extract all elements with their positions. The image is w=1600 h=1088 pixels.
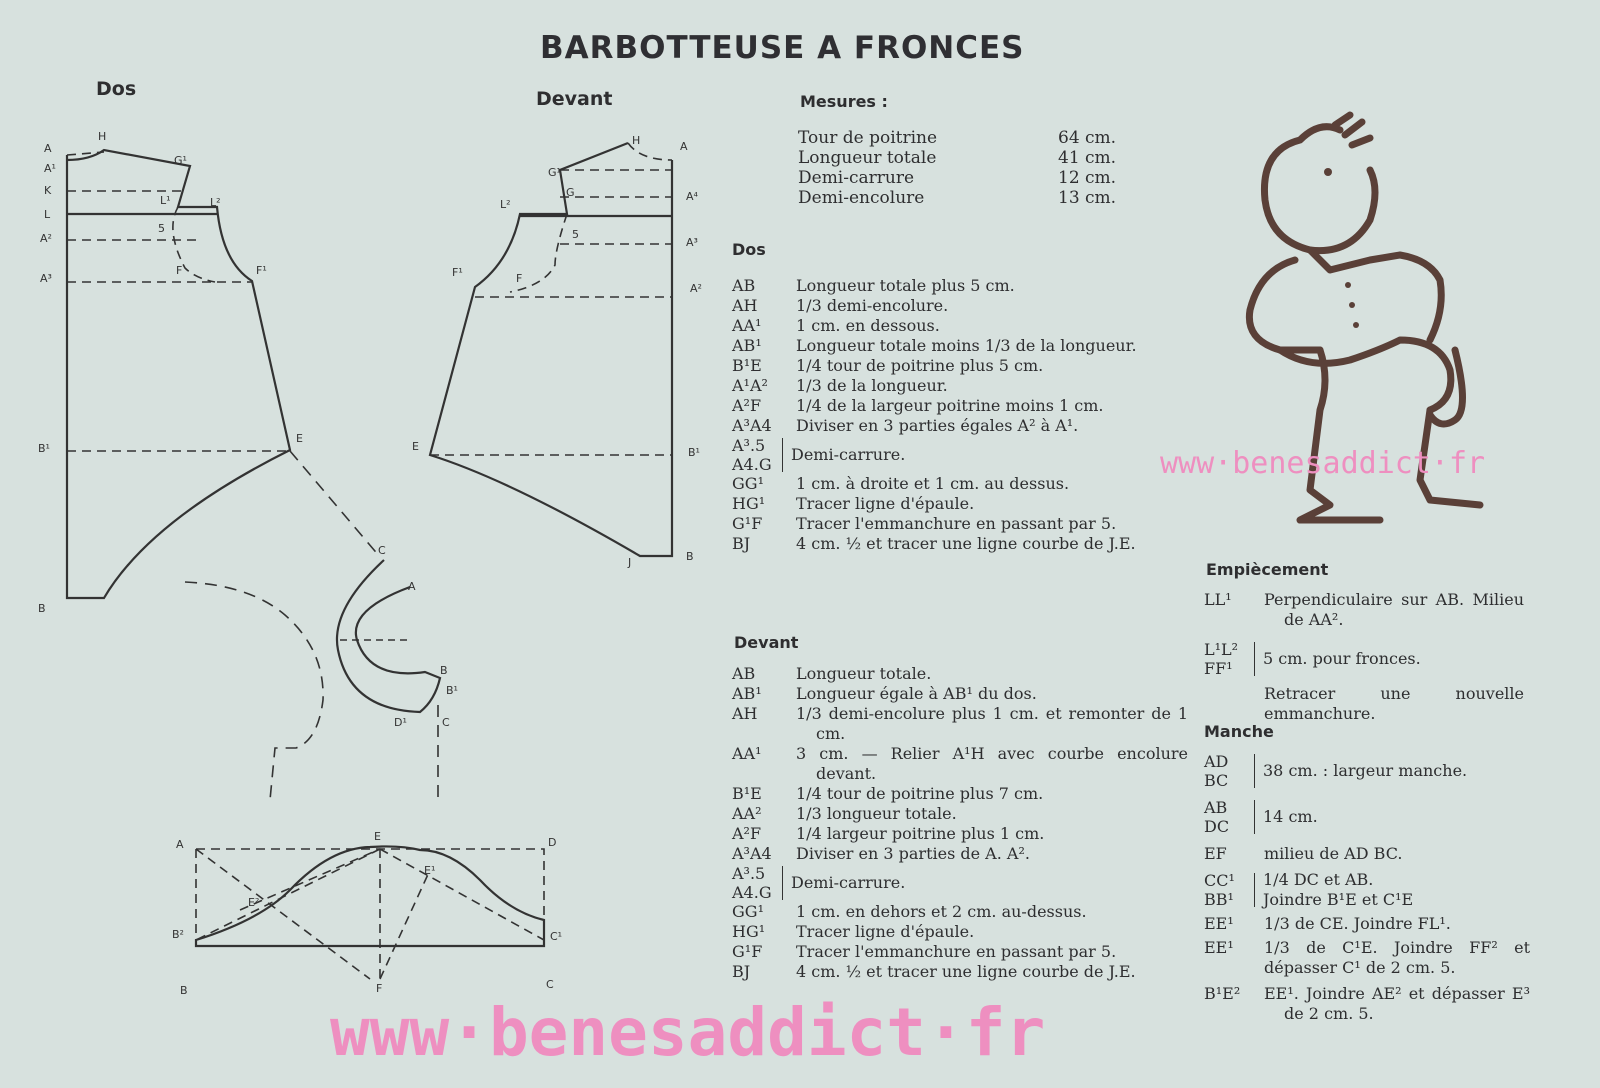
instruction-row <box>1204 844 1530 864</box>
instruction-code: AB <box>1204 798 1228 817</box>
instruction-text: 1/3 de C¹E. Joindre FF² et dépasser C¹ de 2 cm. 5. <box>1264 938 1530 977</box>
instruction-code: AA² <box>732 804 762 823</box>
manche-label-a: A <box>176 838 184 851</box>
instruction-row <box>732 396 1188 416</box>
instruction-group-codes <box>1204 752 1254 790</box>
instruction-row <box>1204 590 1524 630</box>
manche-heading: Manche <box>1204 722 1274 741</box>
brace-line <box>782 866 783 900</box>
brace-line <box>1254 642 1255 676</box>
instruction-text: Demi-carrure. <box>791 873 906 892</box>
instruction-code: AD <box>1204 752 1229 771</box>
instruction-text: 1 cm. en dessous. <box>796 316 940 335</box>
manche-label-c1: C¹ <box>550 930 563 943</box>
devant-label-a3: A³ <box>686 236 698 249</box>
collar-outline <box>337 560 440 712</box>
instruction-code: DC <box>1204 817 1230 836</box>
instruction-code: AA¹ <box>732 744 762 763</box>
mesures-heading: Mesures : <box>800 92 888 111</box>
instruction-code: A4.G <box>732 455 772 474</box>
mesure-value: 13 cm. <box>1058 188 1117 208</box>
instruction-row <box>732 922 1188 942</box>
devant-label-g: G <box>566 186 575 199</box>
manche-label-b2: B² <box>172 928 184 941</box>
instruction-row <box>1204 984 1530 1024</box>
instruction-row <box>732 902 1188 922</box>
instruction-code: GG¹ <box>732 902 764 921</box>
dos-label-b1: B¹ <box>38 442 50 455</box>
instruction-text: 1/3 demi-encolure. <box>796 296 949 315</box>
instruction-code: FF¹ <box>1204 659 1233 678</box>
instruction-group <box>1204 798 1530 836</box>
instruction-text: Perpendiculaire sur AB. Milieu de AA². <box>1264 590 1524 629</box>
devant-label-h: H <box>632 134 641 147</box>
devant-label-5: 5 <box>572 228 579 241</box>
mesure-label: Longueur totale <box>798 148 937 168</box>
mesure-value: 41 cm. <box>1058 148 1117 168</box>
instruction-row <box>1204 914 1530 934</box>
instruction-code: LL¹ <box>1204 590 1232 609</box>
dos-outline <box>67 150 290 598</box>
instruction-text: 3 cm. — Relier A¹H avec courbe encolure devant. <box>796 744 1188 783</box>
instruction-text: Longueur totale plus 5 cm. <box>796 276 1015 295</box>
manche-instructions <box>1204 752 1530 1024</box>
instruction-row <box>732 962 1188 982</box>
brace-line <box>782 438 783 472</box>
instruction-text: Diviser en 3 parties égales A² à A¹. <box>796 416 1079 435</box>
instruction-code: L¹L² <box>1204 640 1239 659</box>
devant-label-a2: A² <box>690 282 702 295</box>
instruction-text: 1/3 de CE. Joindre FL¹. <box>1264 914 1451 933</box>
instruction-group-codes <box>1204 640 1254 678</box>
devant-label-f: F <box>516 272 523 285</box>
collar-label-a: A <box>408 580 416 593</box>
instruction-row <box>732 704 1188 744</box>
instruction-text: Longueur totale moins 1/3 de la longueur. <box>796 336 1137 355</box>
instruction-text: 1/3 demi-encolure plus 1 cm. et remonter de 1 cm. <box>796 704 1188 743</box>
instruction-code: EF <box>1204 844 1227 863</box>
dos-label-a: A <box>44 142 52 155</box>
devant-label-e: E <box>412 440 419 453</box>
instruction-row <box>732 514 1188 534</box>
instruction-code: A³A4 <box>732 844 772 863</box>
empiecement-heading: Empiècement <box>1206 560 1329 579</box>
dos-label-5: 5 <box>158 222 165 235</box>
instruction-text: 1/4 de la largeur poitrine moins 1 cm. <box>796 396 1104 415</box>
instruction-text: 14 cm. <box>1263 807 1318 826</box>
dos-label-l1: L¹ <box>160 194 171 207</box>
manche-label-f: F <box>376 982 383 995</box>
instruction-code: AH <box>732 704 758 723</box>
manche-label-e2: E² <box>248 896 260 909</box>
instruction-code: A¹A² <box>732 376 768 395</box>
instruction-text-block <box>1263 870 1413 910</box>
collar-label-b: B <box>440 664 448 677</box>
dos-label-k: K <box>44 184 52 197</box>
instruction-text: Longueur totale. <box>796 664 932 683</box>
manche-label-c: C <box>546 978 554 991</box>
instruction-row <box>732 296 1188 316</box>
instruction-code: A³.5 <box>732 864 766 883</box>
instruction-code: A²F <box>732 824 762 843</box>
mesure-value: 64 cm. <box>1058 128 1117 148</box>
instruction-group-codes <box>1204 798 1254 836</box>
instruction-row <box>732 684 1188 704</box>
instruction-code: AA¹ <box>732 316 762 335</box>
instruction-code: BB¹ <box>1204 890 1234 909</box>
dos-label-h: H <box>98 130 107 143</box>
instruction-code: G¹F <box>732 514 763 533</box>
instruction-code: B¹E <box>732 784 762 803</box>
mesures-table <box>798 128 1116 208</box>
mesure-row <box>798 188 1116 208</box>
instruction-text: 1/4 tour de poitrine plus 7 cm. <box>796 784 1044 803</box>
devant-label-a: A <box>680 140 688 153</box>
dos-label-l: L <box>44 208 51 221</box>
instruction-text: Tracer ligne d'épaule. <box>796 494 975 513</box>
instruction-code: A4.G <box>732 883 772 902</box>
devant-piece-title: Devant <box>536 88 613 110</box>
instruction-code: GG¹ <box>732 474 764 493</box>
dos-label-f1: F¹ <box>256 264 267 277</box>
instruction-text: 1 cm. à droite et 1 cm. au dessus. <box>796 474 1070 493</box>
instruction-code: B¹E² <box>1204 984 1241 1003</box>
instruction-code: B¹E <box>732 356 762 375</box>
instruction-text: 1/3 de la longueur. <box>796 376 948 395</box>
instruction-text: 1/4 DC et AB. <box>1263 870 1374 889</box>
instruction-row <box>732 844 1188 864</box>
instruction-text: 1/4 tour de poitrine plus 5 cm. <box>796 356 1044 375</box>
dos-label-a2: A² <box>40 232 52 245</box>
instruction-code: AB <box>732 276 756 295</box>
instruction-text: Demi-carrure. <box>791 445 906 464</box>
instruction-text: Tracer ligne d'épaule. <box>796 922 975 941</box>
instruction-code: AB¹ <box>732 336 762 355</box>
dos-instructions <box>732 276 1188 554</box>
instruction-group-codes <box>732 436 782 474</box>
collar-label-b1: B¹ <box>446 684 458 697</box>
empiecement-instructions <box>1204 590 1524 724</box>
instruction-group-codes <box>1204 871 1254 909</box>
pattern-diagram <box>0 0 760 1000</box>
instruction-row <box>732 664 1188 684</box>
devant-label-g1: G¹ <box>548 166 561 179</box>
instruction-group <box>732 864 1188 902</box>
manche-label-b: B <box>180 984 188 997</box>
devant-label-j: J <box>628 556 632 569</box>
instruction-row <box>732 336 1188 356</box>
instruction-text: Joindre B¹E et C¹E <box>1263 890 1414 909</box>
mesure-value: 12 cm. <box>1058 168 1117 188</box>
instruction-code: BJ <box>732 962 751 981</box>
instruction-text: 38 cm. : largeur manche. <box>1263 761 1468 780</box>
manche-label-e: E <box>374 830 381 843</box>
instruction-row <box>732 534 1188 554</box>
mesure-row <box>798 148 1116 168</box>
instruction-row <box>732 824 1188 844</box>
page-title: BARBOTTEUSE A FRONCES <box>540 30 1025 66</box>
devant-label-b1: B¹ <box>688 446 700 459</box>
instruction-row <box>732 784 1188 804</box>
instruction-row <box>732 942 1188 962</box>
instruction-row <box>732 416 1188 436</box>
instruction-code: BC <box>1204 771 1229 790</box>
dos-label-f: F <box>176 264 183 277</box>
manche-label-d: D <box>548 836 557 849</box>
instruction-text: Retracer une nouvelle emmanchure. <box>1264 684 1524 723</box>
devant-heading: Devant <box>734 633 799 652</box>
instruction-text: milieu de AD BC. <box>1264 844 1403 863</box>
instruction-code: AH <box>732 296 758 315</box>
instruction-code: A³A4 <box>732 416 772 435</box>
mesure-row <box>798 128 1116 148</box>
collar-label-c: C <box>378 544 386 557</box>
instruction-text: EE¹. Joindre AE² et dépasser E³ de 2 cm. 5. <box>1264 984 1530 1023</box>
mesure-label: Demi-carrure <box>798 168 915 188</box>
mesure-row <box>798 168 1116 188</box>
watermark-large: www·benesaddict·fr <box>330 994 1046 1071</box>
instruction-code: A³.5 <box>732 436 766 455</box>
instruction-text: Tracer l'emmanchure en passant par 5. <box>796 514 1117 533</box>
instruction-row <box>732 356 1188 376</box>
collar-label-d1: D¹ <box>394 716 407 729</box>
instruction-group <box>1204 752 1530 790</box>
instruction-text: Longueur égale à AB¹ du dos. <box>796 684 1037 703</box>
watermark-small: www·benesaddict·fr <box>1160 446 1486 481</box>
devant-outline <box>430 143 672 556</box>
instruction-group <box>1204 870 1530 910</box>
dos-label-l2: L² <box>210 196 221 209</box>
instruction-row <box>732 744 1188 784</box>
brace-line <box>1254 873 1255 907</box>
instruction-code: AB <box>732 664 756 683</box>
dos-label-e: E <box>296 432 303 445</box>
instruction-text: 1/4 largeur poitrine plus 1 cm. <box>796 824 1045 843</box>
mesure-label: Tour de poitrine <box>798 128 938 148</box>
instruction-code: A²F <box>732 396 762 415</box>
instruction-row <box>732 276 1188 296</box>
instruction-text: Tracer l'emmanchure en passant par 5. <box>796 942 1117 961</box>
instruction-text: Diviser en 3 parties de A. A². <box>796 844 1030 863</box>
instruction-group <box>1204 640 1524 678</box>
instruction-text: 4 cm. ½ et tracer une ligne courbe de J.E. <box>796 962 1136 981</box>
collar-label-c2: C <box>442 716 450 729</box>
instruction-code: CC¹ <box>1204 871 1235 890</box>
instruction-row <box>732 494 1188 514</box>
instruction-row <box>732 474 1188 494</box>
instruction-group <box>732 436 1188 474</box>
instruction-group-codes <box>732 864 782 902</box>
devant-label-a4: A⁴ <box>686 190 698 203</box>
instruction-text: 1 cm. en dehors et 2 cm. au-dessus. <box>796 902 1087 921</box>
instruction-code: AB¹ <box>732 684 762 703</box>
devant-label-b: B <box>686 550 694 563</box>
instruction-code: G¹F <box>732 942 763 961</box>
instruction-code: EE¹ <box>1204 938 1234 957</box>
instruction-text: 1/3 longueur totale. <box>796 804 957 823</box>
mesure-label: Demi-encolure <box>798 188 925 208</box>
dos-label-b: B <box>38 602 46 615</box>
instruction-code: HG¹ <box>732 922 766 941</box>
instruction-code: HG¹ <box>732 494 766 513</box>
instruction-text: 5 cm. pour fronces. <box>1263 649 1421 668</box>
devant-label-l2: L² <box>500 198 511 211</box>
instruction-row <box>732 376 1188 396</box>
dos-piece-title: Dos <box>96 78 137 100</box>
dos-label-a1: A¹ <box>44 162 56 175</box>
devant-label-f1: F¹ <box>452 266 463 279</box>
manche-label-e1: E¹ <box>424 864 436 877</box>
brace-line <box>1254 754 1255 788</box>
instruction-row <box>732 804 1188 824</box>
dos-label-a3: A³ <box>40 272 52 285</box>
instruction-row <box>1204 938 1530 978</box>
instruction-row <box>732 316 1188 336</box>
instruction-code: BJ <box>732 534 751 553</box>
dos-label-g1: G¹ <box>174 154 187 167</box>
child-illustration <box>1240 110 1540 550</box>
devant-instructions <box>732 664 1188 982</box>
brace-line <box>1254 800 1255 834</box>
dos-heading: Dos <box>732 240 766 259</box>
instruction-text: 4 cm. ½ et tracer une ligne courbe de J.E. <box>796 534 1136 553</box>
instruction-code: EE¹ <box>1204 914 1234 933</box>
